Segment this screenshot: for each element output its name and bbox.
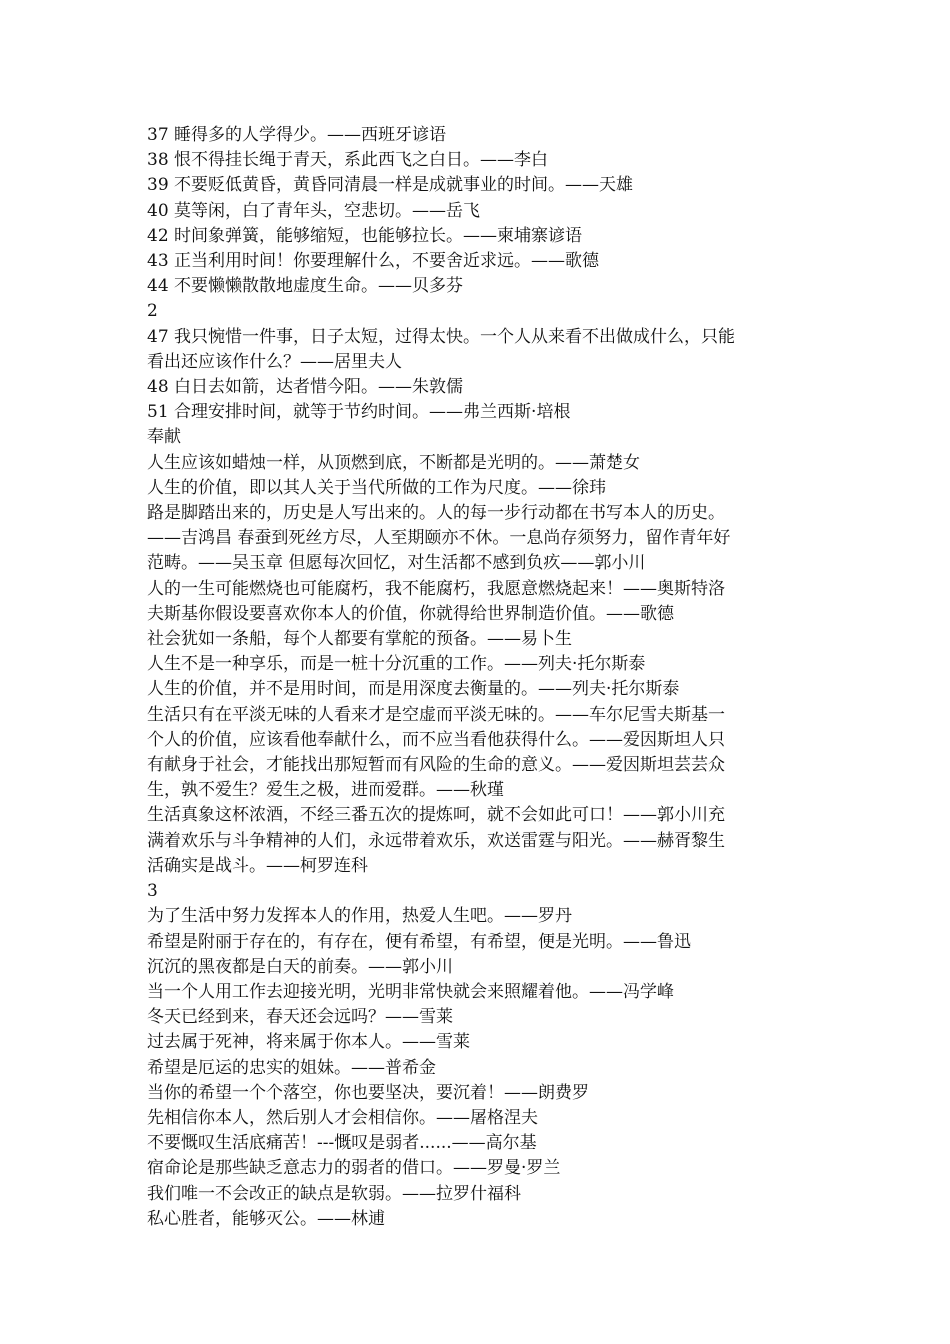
text-line: 活确实是战斗。——柯罗连科	[147, 855, 368, 876]
text-line: 生活只有在平淡无味的人看来才是空虚而平淡无味的。——车尔尼雪夫斯基一	[147, 704, 725, 725]
text-line: 路是脚踏出来的，历史是人写出来的。人的每一步行动都在书写本人的历史。	[147, 503, 725, 524]
text-line: 当一个人用工作去迎接光明，光明非常快就会来照耀着他。——冯学峰	[147, 981, 674, 1002]
text-line: 人生应该如蜡烛一样，从顶燃到底，不断都是光明的。——萧楚女	[147, 452, 640, 473]
text-line: 48 白日去如箭，达者惜今阳。——朱敦儒	[147, 377, 464, 398]
text-line: 当你的希望一个个落空，你也要坚决，要沉着！——朗费罗	[147, 1082, 589, 1103]
text-line: 43 正当利用时间！你要理解什么，不要舍近求远。——歌德	[147, 251, 600, 272]
text-line: 我们唯一不会改正的缺点是软弱。——拉罗什福科	[147, 1183, 521, 1204]
text-line: 人生的价值，并不是用时间，而是用深度去衡量的。——列夫·托尔斯泰	[147, 679, 680, 700]
text-line: 39 不要贬低黄昏，黄昏同清晨一样是成就事业的时间。——天雄	[147, 175, 634, 196]
text-line: 44 不要懒懒散散地虚度生命。——贝多芬	[147, 276, 464, 297]
text-line: 人生的价值，即以其人关于当代所做的工作为尺度。——徐玮	[147, 477, 606, 498]
text-line: 生活真象这杯浓酒，不经三番五次的提炼呵，就不会如此可口！——郭小川充	[147, 805, 725, 826]
text-line: 38 恨不得挂长绳于青天，系此西飞之白日。——李白	[147, 150, 549, 171]
text-line: 人生不是一种享乐，而是一桩十分沉重的工作。——列夫·托尔斯泰	[147, 654, 646, 675]
text-line: 冬天已经到来，春天还会远吗？——雪莱	[147, 1007, 453, 1028]
text-line: 宿命论是那些缺乏意志力的弱者的借口。——罗曼·罗兰	[147, 1158, 561, 1179]
text-line: 42 时间象弹簧，能够缩短，也能够拉长。——柬埔寨谚语	[147, 225, 583, 246]
text-line: 奉献	[147, 427, 181, 448]
text-line: 2	[147, 301, 158, 322]
text-line: 47 我只惋惜一件事，日子太短，过得太快。一个人从来看不出做成什么，只能	[147, 326, 736, 347]
text-line: 37 睡得多的人学得少。——西班牙谚语	[147, 125, 447, 145]
text-line: 私心胜者，能够灭公。——林逋	[147, 1208, 385, 1229]
text-line: 生，孰不爱生？爱生之极，进而爱群。——秋瑾	[147, 780, 504, 801]
text-line: 社会犹如一条船，每个人都要有掌舵的预备。——易卜生	[147, 629, 572, 650]
text-line: 夫斯基你假设要喜欢你本人的价值，你就得给世界制造价值。——歌德	[147, 603, 674, 624]
text-line: 不要慨叹生活底痛苦！---慨叹是弱者......——高尔基	[147, 1133, 537, 1154]
text-line: 有献身于社会，才能找出那短暂而有风险的生命的意义。——爱因斯坦芸芸众	[147, 755, 725, 776]
text-line: 3	[147, 881, 158, 902]
text-line: 先相信你本人，然后别人才会相信你。——屠格涅夫	[147, 1107, 538, 1128]
document-body	[147, 123, 807, 1232]
text-line: 希望是附丽于存在的，有存在，便有希望，有希望，便是光明。——鲁迅	[147, 931, 691, 952]
text-line: 希望是厄运的忠实的姐妹。——普希金	[147, 1057, 436, 1078]
text-line: 满着欢乐与斗争精神的人们，永远带着欢乐，欢送雷霆与阳光。——赫胥黎生	[147, 830, 725, 851]
text-line: ——吉鸿昌 春蚕到死丝方尽，人至期颐亦不休。一息尚存须努力，留作青年好	[147, 528, 731, 549]
text-line: 人的一生可能燃烧也可能腐朽，我不能腐朽，我愿意燃烧起来！——奥斯特洛	[147, 578, 725, 599]
text-line: 40 莫等闲，白了青年头，空悲切。——岳飞	[147, 200, 481, 221]
text-line: 个人的价值，应该看他奉献什么，而不应当看他获得什么。——爱因斯坦人只	[147, 729, 725, 750]
text-line: 过去属于死神，将来属于你本人。——雪莱	[147, 1032, 470, 1053]
text-line: 看出还应该作什么？——居里夫人	[147, 351, 402, 372]
text-line: 沉沉的黑夜都是白天的前奏。——郭小川	[147, 956, 453, 977]
text-line: 51 合理安排时间，就等于节约时间。——弗兰西斯·培根	[147, 402, 571, 423]
text-line: 为了生活中努力发挥本人的作用，热爱人生吧。——罗丹	[147, 906, 572, 927]
text-line: 范畴。——吴玉章 但愿每次回忆，对生活都不感到负疚——郭小川	[147, 553, 646, 574]
